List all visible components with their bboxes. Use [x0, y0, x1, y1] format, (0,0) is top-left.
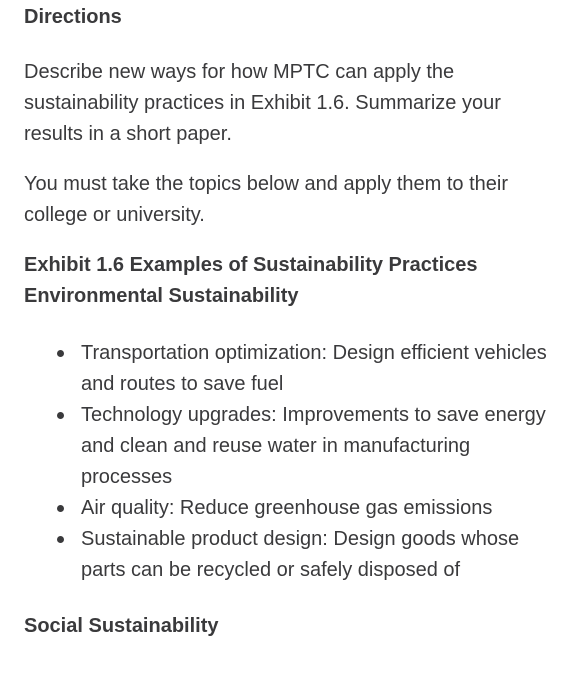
list-item-text: Sustainable product design: Design goods whose parts can be recycled or safely disposed of: [81, 528, 520, 581]
list-item: [24, 524, 562, 586]
list-item: [24, 493, 562, 524]
environmental-practices-list: [24, 338, 562, 586]
social-sustainability-heading: Social Sustainability: [24, 615, 219, 637]
requirement-paragraph: You must take the topics below and apply them to their college or university.: [24, 173, 508, 226]
bullet-icon: [57, 536, 64, 543]
list-item-text: Technology upgrades: Improvements to save energy and clean and reuse water in manufacturing processes: [81, 404, 546, 488]
bullet-icon: [57, 412, 64, 419]
exhibit-heading: [24, 250, 562, 312]
list-item-text: Transportation optimization: Design efficient vehicles and routes to save fuel: [81, 342, 547, 395]
list-item: [24, 400, 562, 493]
bullet-icon: [57, 505, 64, 512]
exhibit-subtitle: Environmental Sustainability: [24, 285, 299, 307]
bullet-icon: [57, 350, 64, 357]
list-item-text: Air quality: Reduce greenhouse gas emissions: [81, 497, 493, 519]
exhibit-title: Exhibit 1.6 Examples of Sustainability Practices: [24, 254, 478, 276]
directions-heading: Directions: [24, 6, 122, 28]
list-item: [24, 338, 562, 400]
instructions-paragraph: Describe new ways for how MPTC can apply the sustainability practices in Exhibit 1.6. Summarize your results in a short paper.: [24, 61, 501, 145]
